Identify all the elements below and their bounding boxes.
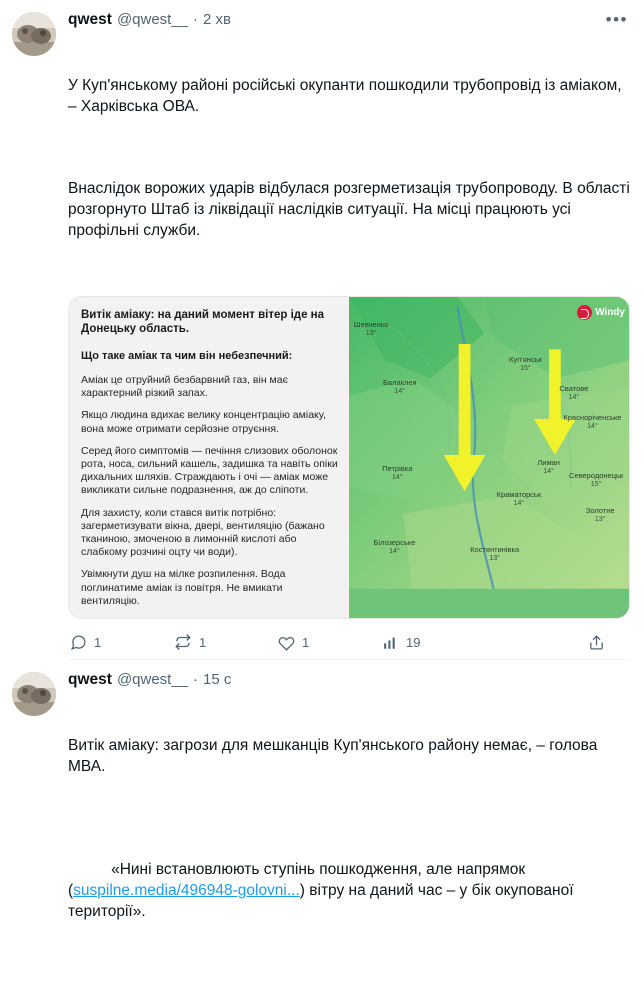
tweet-media[interactable] (68, 296, 630, 619)
document-paragraph: Для захисту, коли стався витік потрібно: загерметизувати вікна, двері, вентиляцію (бажано тканиною, змоченою в лимонній кислоті або слабкому розчині оцту чи води). (81, 506, 325, 559)
map-place-label: Красноріченське 14° (563, 412, 622, 430)
tweet-paragraph: Витік аміаку: загрози для мешканців Куп'янського району немає, – голова МВА. (68, 737, 602, 775)
avatar[interactable] (12, 672, 56, 716)
map-place-label: Золотне 13° (585, 506, 615, 524)
timestamp[interactable]: 15 с (203, 671, 232, 688)
like-button[interactable] (278, 634, 382, 651)
tweet-paragraph: Внаслідок ворожих ударів відбулася розгерметизація трубопроводу. В області розгорнуто Штаб із ліквідації наслідків ситуації. На місці працюють усі профільні служби. (68, 180, 635, 239)
like-count: 1 (302, 634, 310, 650)
timestamp[interactable]: 2 хв (203, 11, 232, 28)
tweet-body (60, 670, 630, 985)
display-name[interactable]: qwest (68, 671, 112, 688)
map-place-label: Сватове 14° (559, 384, 589, 402)
map-place-label: Шевченко 13° (353, 319, 389, 337)
document-subtitle: Що таке аміак та чим він небезпечний: (81, 350, 293, 362)
quote-prefix: «Нині встановлюють ступінь пошкодження, але напрямок ( (68, 861, 530, 899)
map-place-label: Білозерське 14° (373, 538, 416, 556)
media-map-panel[interactable] (349, 297, 629, 618)
reply-count: 1 (94, 634, 102, 650)
tweet-header (68, 10, 630, 30)
map-place-label: Костянтинівка 13° (470, 544, 520, 562)
more-options-icon[interactable]: ••• (605, 10, 628, 29)
document-title: Витік аміаку: на даний момент вітер іде на Донецьку область. (81, 309, 325, 335)
like-icon (278, 634, 295, 651)
map-place-label: Краматорськ 14° (496, 490, 542, 508)
map-place-label: Куп'янськ 15° (509, 355, 542, 373)
retweet-button[interactable] (174, 633, 278, 651)
reply-button[interactable] (70, 634, 174, 651)
windy-label: Windy (595, 307, 625, 318)
windy-watermark (577, 305, 625, 320)
quote-suffix: ) вітру на даний час – у бік окупованої території». (68, 882, 578, 920)
tweet-header (68, 670, 630, 690)
separator-dot: · (193, 671, 199, 688)
document-paragraph: Серед його симптомів — печіння слизових оболонок рота, носа, сильний кашель, задишка та навіть опіки дихальних шляхів. Страждають і очі — аміак може викликати сильне подразнення, аж до сліпоти. (81, 444, 338, 497)
retweet-count: 1 (199, 634, 207, 650)
media-document-panel[interactable] (69, 297, 349, 618)
document-paragraph: Увімкнути душ на мілке розпилення. Вода поглинатиме аміак із повітря. Не вмикати вентиляцію. (81, 568, 286, 607)
display-name[interactable]: qwest (68, 11, 112, 28)
user-handle[interactable]: @qwest__ (116, 671, 189, 688)
map-place-label: Балаклея 14° (383, 377, 417, 395)
tweet-paragraph: У Куп'янському районі російські окупанти пошкодили трубопровід із аміаком, – Харківська ОВА. (68, 77, 626, 115)
tweet-quote-paragraph (68, 838, 630, 943)
map-place-label: Лиман 14° (537, 457, 560, 475)
avatar[interactable] (12, 12, 56, 56)
tweet-text (68, 33, 635, 283)
source-link[interactable]: suspilne.media/496948-golovni... (73, 882, 300, 899)
reply-icon (70, 634, 87, 651)
tweet-body (60, 10, 635, 660)
retweet-icon (174, 633, 192, 651)
tweet-2[interactable] (0, 660, 644, 985)
share-icon (588, 634, 605, 651)
share-button[interactable] (588, 634, 612, 651)
map-place-label: Северодонецьк 15° (569, 470, 624, 488)
avatar-column (12, 10, 60, 660)
separator-dot: · (193, 11, 199, 28)
avatar-column (12, 670, 60, 985)
document-paragraph: Якщо людина вдихає велику концентрацію аміаку, вона може отримати серйозне отруєння. (81, 409, 326, 435)
map-place-label: Петрівка 14° (382, 464, 413, 482)
tweet-text (68, 693, 630, 985)
document-paragraph (81, 617, 339, 618)
tweet-actions (68, 628, 630, 657)
user-handle[interactable]: @qwest__ (116, 11, 189, 28)
views-count: 19 (406, 634, 421, 650)
views-button[interactable] (382, 634, 486, 651)
windy-logo-icon (577, 305, 592, 320)
document-paragraph: Аміак це отруйний безбарвний газ, він має характерний різкий запах. (81, 374, 288, 400)
views-icon (382, 634, 399, 651)
